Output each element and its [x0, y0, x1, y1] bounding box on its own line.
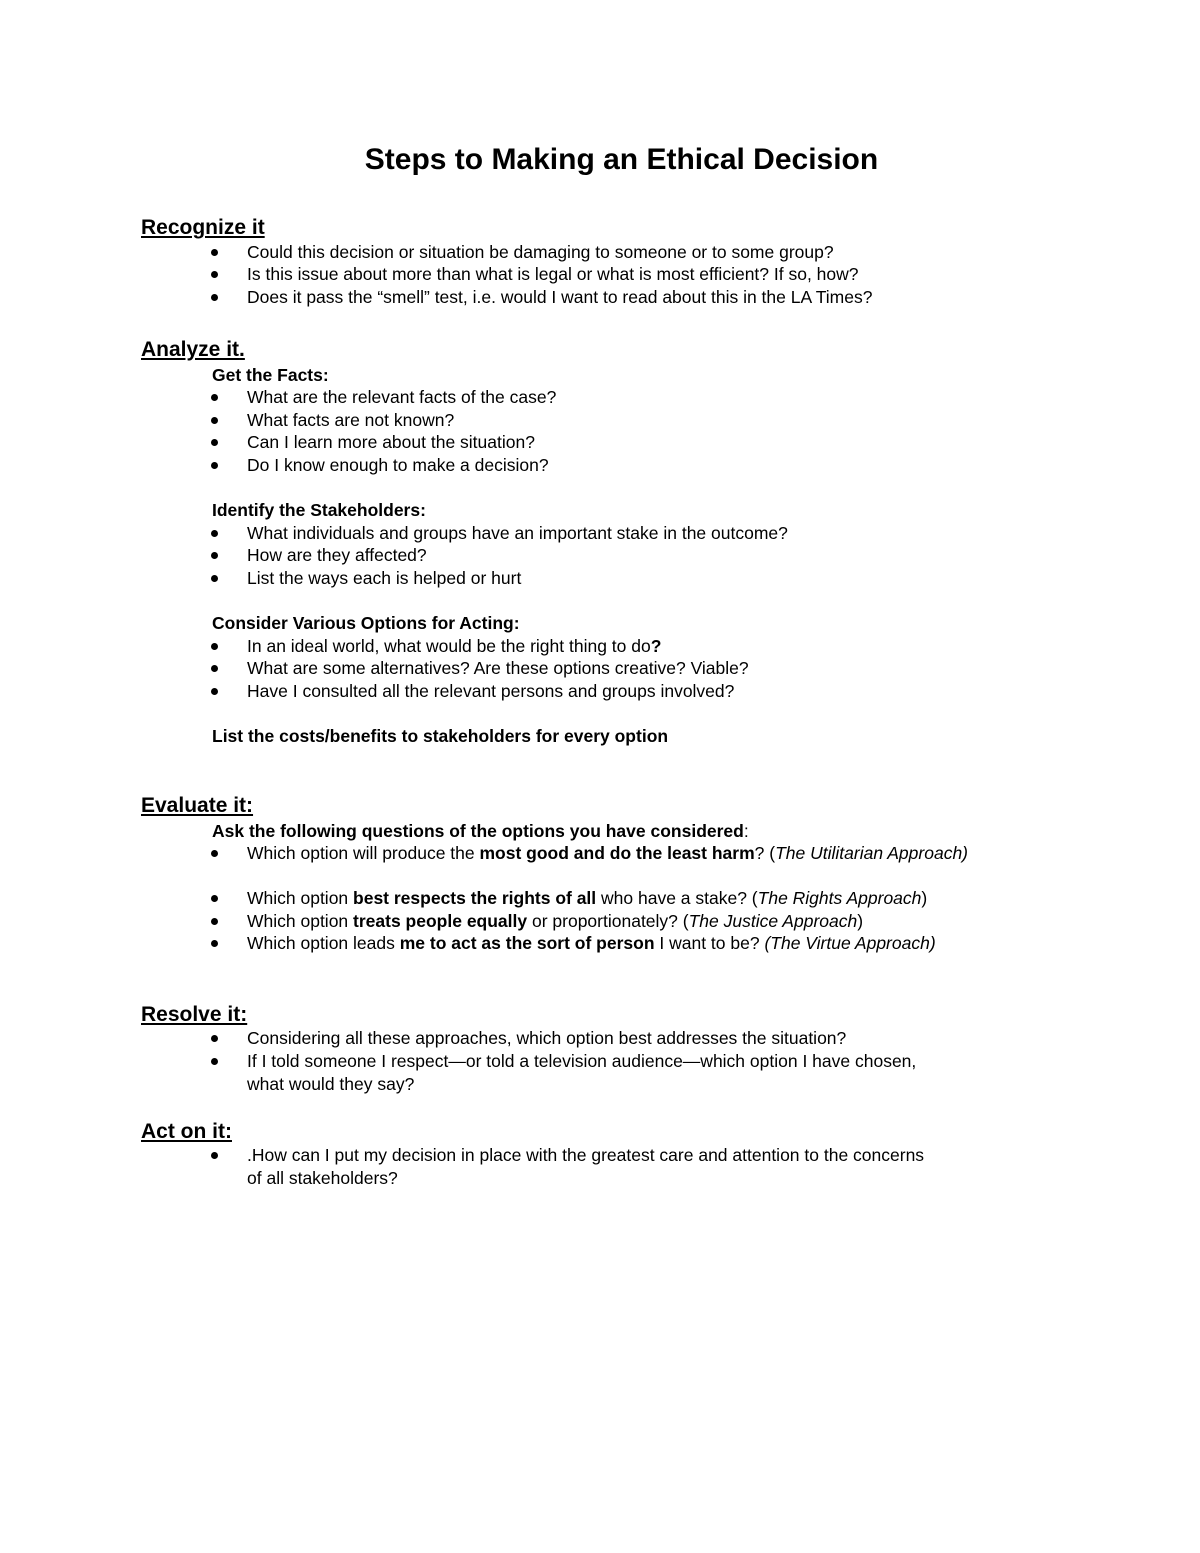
list-item: If I told someone I respect—or told a television audience—which option I have chosen, what would they say?: [247, 1050, 947, 1095]
bullet-icon: [211, 294, 218, 301]
subheading-get-facts: Get the Facts:: [212, 365, 329, 385]
bullet-icon: [211, 940, 218, 947]
list-item: How are they affected?: [247, 544, 1037, 567]
subheading-stakeholders: Identify the Stakeholders:: [212, 500, 426, 520]
list-item: Could this decision or situation be damaging to someone or to some group?: [247, 241, 1037, 264]
bullet-icon: [211, 688, 218, 695]
list-item: Which option leads me to act as the sort of person I want to be? (The Virtue Approach): [247, 932, 1037, 955]
list-item: List the ways each is helped or hurt: [247, 567, 1037, 590]
evaluate-intro: Ask the following questions of the options you have considered:: [212, 821, 749, 841]
list-item: Have I consulted all the relevant persons and groups involved?: [247, 680, 1037, 703]
bullet-icon: [211, 439, 218, 446]
bullet-icon: [211, 462, 218, 469]
section-heading-analyze: Analyze it.: [141, 338, 245, 361]
section-heading-recognize: Recognize it: [141, 216, 265, 239]
list-item: What facts are not known?: [247, 409, 1037, 432]
bullet-icon: [211, 643, 218, 650]
bullet-icon: [211, 530, 218, 537]
list-item: Which option treats people equally or proportionately? (The Justice Approach): [247, 910, 1037, 933]
list-item: Which option best respects the rights of all who have a stake? (The Rights Approach): [247, 887, 1037, 910]
bullet-icon: [211, 575, 218, 582]
list-item: Can I learn more about the situation?: [247, 431, 1037, 454]
bullet-icon: [211, 249, 218, 256]
subheading-options: Consider Various Options for Acting:: [212, 613, 520, 633]
bullet-icon: [211, 1058, 218, 1065]
costs-benefits-note: List the costs/benefits to stakeholders for every option: [212, 726, 669, 746]
bullet-icon: [211, 1035, 218, 1042]
list-item: What individuals and groups have an important stake in the outcome?: [247, 522, 1037, 545]
bullet-icon: [211, 665, 218, 672]
list-item: What are some alternatives? Are these options creative? Viable?: [247, 657, 1037, 680]
bullet-icon: [211, 271, 218, 278]
bullet-icon: [211, 895, 218, 902]
list-item: Does it pass the “smell” test, i.e. would I want to read about this in the LA Times?: [247, 286, 1037, 309]
list-item: Do I know enough to make a decision?: [247, 454, 1037, 477]
bullet-icon: [211, 1152, 218, 1159]
bullet-icon: [211, 850, 218, 857]
section-heading-evaluate: Evaluate it:: [141, 794, 254, 817]
bullet-icon: [211, 918, 218, 925]
section-heading-resolve: Resolve it:: [141, 1003, 248, 1026]
bullet-icon: [211, 394, 218, 401]
list-item: Considering all these approaches, which option best addresses the situation?: [247, 1027, 1037, 1050]
list-item: What are the relevant facts of the case?: [247, 386, 1037, 409]
list-item: .How can I put my decision in place with the greatest care and attention to the concerns of all stakeholders?: [247, 1144, 937, 1189]
bullet-icon: [211, 417, 218, 424]
bullet-icon: [211, 552, 218, 559]
page-title: Steps to Making an Ethical Decision: [364, 143, 879, 176]
list-item: Is this issue about more than what is legal or what is most efficient? If so, how?: [247, 263, 1037, 286]
list-item: In an ideal world, what would be the right thing to do?: [247, 635, 1037, 658]
section-heading-act: Act on it:: [141, 1120, 232, 1143]
list-item: Which option will produce the most good and do the least harm? (The Utilitarian Approach): [247, 842, 987, 865]
